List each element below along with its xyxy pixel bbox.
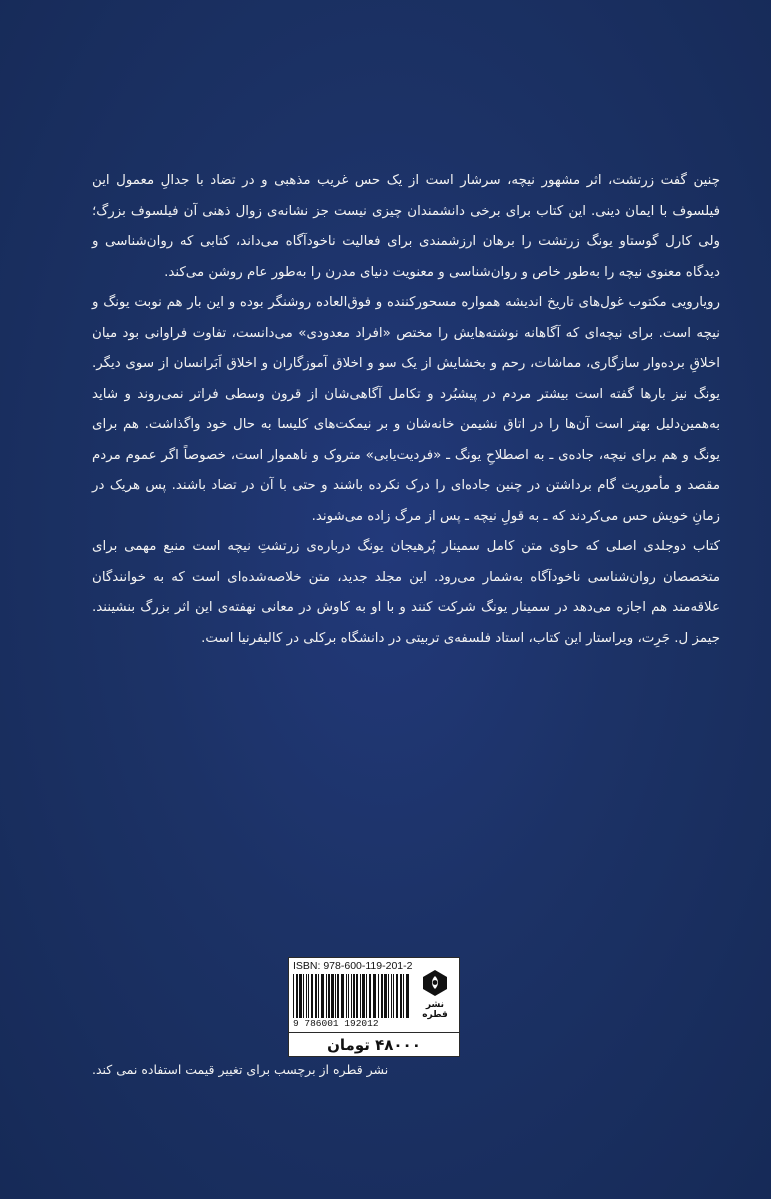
barcode-bar <box>388 974 389 1018</box>
isbn-text: ISBN: 978-600-119-201-2 <box>293 960 413 972</box>
barcode-bar <box>346 974 347 1018</box>
barcode-price-label <box>288 957 460 1057</box>
barcode-bar <box>296 974 298 1018</box>
barcode-bar <box>378 974 379 1018</box>
barcode <box>293 974 411 1018</box>
barcode-bar <box>351 974 352 1018</box>
barcode-bar <box>335 974 336 1018</box>
barcode-bar <box>331 974 334 1018</box>
barcode-bar <box>315 974 317 1018</box>
barcode-bar <box>328 974 330 1018</box>
barcode-bar <box>400 974 402 1018</box>
barcode-bar <box>337 974 339 1018</box>
barcode-bar <box>306 974 307 1018</box>
barcode-bar <box>321 974 324 1018</box>
barcode-bar <box>341 974 344 1018</box>
barcode-digits: 9 786001 192012 <box>293 1018 379 1029</box>
barcode-bar <box>356 974 358 1018</box>
barcode-bar <box>362 974 365 1018</box>
barcode-bar <box>393 974 394 1018</box>
publisher-logo-icon <box>420 968 450 998</box>
barcode-bar <box>369 974 371 1018</box>
blurb-paragraph-2: رویارویی مکتوب غول‌های تاریخ اندیشه همواره مسحورکننده و فوق‌العاده روشنگر بوده و این بار هم نوبت یونگ و نیچه است. برای نیچه‌ای که آگاهانه نوشته‌هایش را مختص «افراد معدودی» می‌دانست، تفاوت فراوانی بود میان اخلاقِ برده‌وار سازگاری، مماشات، رحم و بخشایش از یک سو و اخلاق آموزگاران و اخلاق اَبَرانسان از سوی دیگر. یونگ نیز بارها گفته است بیشتر مردم در پیشبُرد و تکامل آگاهی‌شان از قرون وسطی فراتر نمی‌روند و شاید به‌همین‌دلیل بهتر است آن‌ها را در اتاق نشیمن خانه‌شان و بر نیمکت‌های کلیسا به حال خود واگذاشت. هم برای یونگ و هم برای نیچه، جاده‌ی ـ به اصطلاحِ یونگ ـ «فردیت‌یابی» متروک و ناهموار است، خصوصاً اگر عموم مردم مقصد و مأموریت گام برداشتن در چنین جاده‌ای را درک نکرده باشند و حتی با آن در تضاد باشند. پس هریک در زمانِ خویش حس می‌کردند که ـ به قولِ نیچه ـ پس از مرگ زاده می‌شوند. <box>92 295 720 524</box>
barcode-bar <box>391 974 392 1018</box>
barcode-bar <box>308 974 309 1018</box>
barcode-bar <box>360 974 361 1018</box>
barcode-bar <box>303 974 304 1018</box>
barcode-bar <box>381 974 383 1018</box>
blurb-paragraph-1: چنین گفت زرتشت، اثر مشهور نیچه، سرشار است از یک حس غریب مذهبی و در تضاد با جدالِ معمول این فیلسوف با ایمان دینی. این کتاب برای برخی دانشمندان چیزی نیست جز نشانه‌ی زوال ذهنی آن فیلسوف بزرگ؛ ولی کارل گوستاو یونگ زرتشت را برهان ارزشمندی برای فعالیت ناخودآگاه می‌داند، کتابی که روان‌شناسی و دیدگاه معنوی نیچه را به‌طور خاص و روان‌شناسی و معنویت دنیای مدرن را به‌طور عام روشن می‌کند. <box>92 173 720 280</box>
barcode-bar <box>311 974 313 1018</box>
barcode-bar <box>326 974 327 1018</box>
barcode-bar <box>366 974 367 1018</box>
price: ۴۸۰۰۰ تومان <box>289 1032 459 1057</box>
blurb-paragraph-3: کتاب دوجلدی اصلی که حاوی متن کامل سمینار پُرهیجان یونگ درباره‌ی زرتشتِ نیچه است منبع مهمی برای متخصصان روان‌شناسی ناخودآگاه به‌شمار می‌رود. این مجلد جدید، متن خلاصه‌شده‌ای است که به خوانندگان علاقه‌مند هم اجازه می‌دهد در سمینار یونگ شرکت کنند و با او به کاوش در معانی نهفته‌ی این اثر بزرگ بنشینند. جیمز ل. جَرِت، ویراستار این کتاب، استاد فلسفه‌ی تربیتی در دانشگاه برکلی در کالیفرنیا است. <box>92 539 720 646</box>
barcode-bar <box>348 974 349 1018</box>
barcode-bar <box>384 974 387 1018</box>
barcode-bar <box>318 974 319 1018</box>
blurb-text <box>92 166 720 654</box>
publisher-name: نشر قطره <box>422 1000 448 1020</box>
barcode-bar <box>403 974 404 1018</box>
barcode-bar <box>299 974 302 1018</box>
barcode-bar <box>396 974 398 1018</box>
barcode-bar <box>406 974 409 1018</box>
price-note: نشر قطره از برچسب برای تغییر قیمت استفاده نمی کند. <box>92 1062 389 1077</box>
barcode-bar <box>373 974 376 1018</box>
barcode-bar <box>353 974 355 1018</box>
publisher-logo <box>415 968 455 1026</box>
barcode-bar <box>293 974 294 1018</box>
